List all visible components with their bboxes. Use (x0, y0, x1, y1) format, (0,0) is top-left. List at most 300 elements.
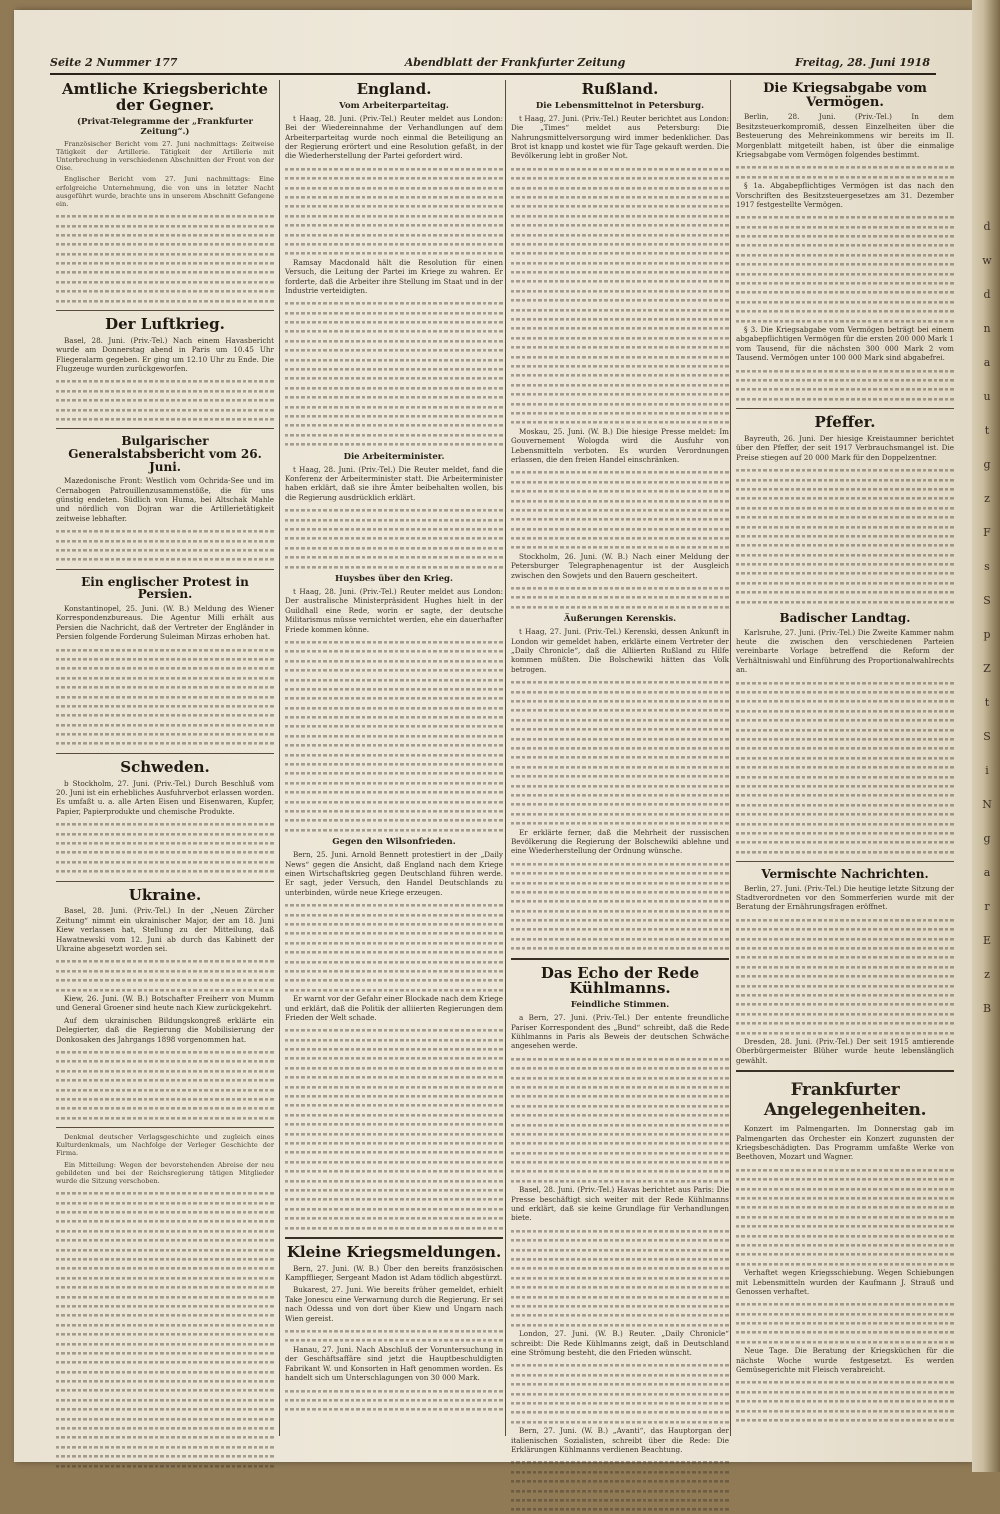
illegible-text (285, 750, 503, 759)
illegible-text (736, 1259, 954, 1268)
headline: Rußland. (581, 80, 659, 98)
illegible-text (736, 687, 954, 696)
illegible-text (511, 1082, 729, 1091)
illegible-text (285, 815, 503, 824)
illegible-text (511, 417, 729, 426)
illegible-text (511, 752, 729, 761)
illegible-text (511, 1110, 729, 1119)
article-text: Er warnt vor der Gefahr einer Blockade nach dem Kriege und erklärt, daß die Politik der alliierten Regierungen dem Frieden der Welt schade. (285, 994, 503, 1022)
illegible-text (736, 1240, 954, 1249)
illegible-text (285, 919, 503, 928)
illegible-text (56, 1367, 274, 1376)
illegible-text (736, 522, 954, 531)
illegible-text (511, 1310, 729, 1319)
illegible-text (56, 1066, 274, 1075)
illegible-text (56, 1047, 274, 1056)
illegible-text (736, 1249, 954, 1258)
illegible-text (285, 420, 503, 429)
article-text: b Stockholm, 27. Juni. (Priv.-Tel.) Durch Beschluß vom 20. Juni ist ein erhebliches Ausfuhrverbot erlassen worden. Es umfaßt u. a. alle Arten Eisen und Eisenwaren, Kupfer, Papier, Papierprodukte und chemische Produkte. (56, 778, 274, 816)
article-text: t Haag, 28. Juni. (Priv.-Tel.) Die Reuter meldet, fand die Konferenz der Arbeiterminister statt. Die Arbeiterminister haben erklärt, daß sie ihre Ämter beibehalten wollen, bis die Regierung ausdrücklich erklärt. (285, 464, 503, 502)
illegible-text (736, 540, 954, 549)
article-text: t Haag, 28. Juni. (Priv.-Tel.) Reuter meldet aus London: Der australische Ministerpräsident Hughes hielt in der Guildhall eine Rede, worin er sagte, der deutsche Militarismus müsse vernichtet werden, ehe ein dauerhafter Friede kommen könne. (285, 586, 503, 634)
illegible-text (285, 201, 503, 210)
illegible-text (511, 1148, 729, 1157)
illegible-text (285, 505, 503, 514)
illegible-text (56, 545, 274, 554)
issue-date: Freitag, 28. Juni 1918 (795, 56, 930, 69)
illegible-text (56, 554, 274, 563)
column-1 (56, 76, 274, 1438)
illegible-text (736, 384, 954, 393)
headline: Vermischte Nachrichten. (761, 867, 929, 882)
illegible-text (736, 465, 954, 474)
illegible-text (285, 1138, 503, 1147)
illegible-text (285, 1063, 503, 1072)
illegible-text (511, 305, 729, 314)
illegible-text (511, 1389, 729, 1398)
illegible-text (736, 734, 954, 743)
illegible-text (511, 333, 729, 342)
divider (56, 428, 274, 429)
illegible-text (511, 314, 729, 323)
illegible-text (56, 1320, 274, 1329)
headline: Badischer Landtag. (779, 611, 911, 626)
page-number: Seite 2 Nummer 177 (50, 56, 178, 69)
illegible-text (511, 1360, 729, 1369)
illegible-text (511, 1407, 729, 1416)
illegible-text (285, 248, 503, 257)
illegible-text (56, 1395, 274, 1404)
illegible-text (736, 696, 954, 705)
illegible-text (56, 838, 274, 847)
illegible-text (736, 999, 954, 1008)
headline: Der Luftkrieg. (105, 315, 225, 334)
illegible-text (511, 1370, 729, 1379)
illegible-text (285, 740, 503, 749)
illegible-text (285, 825, 503, 834)
article-text: Karlsruhe, 27. Juni. (Priv.-Tel.) Die Zweite Kammer nahm heute die zwischen den verschiedenen Parteien vereinbarte Vorlage betreffend die Reform der Verhältniswahl und Einführung des Proportionalwahlrechts an. (736, 627, 954, 675)
illegible-text (736, 1415, 954, 1424)
illegible-text (285, 1072, 503, 1081)
illegible-text (736, 1231, 954, 1240)
illegible-text (56, 701, 274, 710)
illegible-text (285, 220, 503, 229)
article-text: Er erklärte ferner, daß die Mehrheit der russischen Bevölkerung die Regierung der Bolschewiki ablehne und eine Wiederherstellung der Ordnung wünsche. (511, 827, 729, 856)
subheadline: Vom Arbeiterparteitag. (339, 100, 449, 111)
illegible-text (511, 859, 729, 868)
illegible-text (511, 1379, 729, 1388)
illegible-text (56, 645, 274, 654)
illegible-text (56, 1292, 274, 1301)
article-text: Konstantinopel, 25. Juni. (W. B.) Meldung des Wiener Korrespondenzbureaus. Die Agentur Milli erhält aus Persien die Nachricht, daß der Vertreter der Engländer in Persien folgende Forderung Suleiman Mirzas erhoben hat. (56, 603, 274, 642)
illegible-text (56, 267, 274, 276)
illegible-text (511, 1495, 729, 1504)
illegible-text (285, 1223, 503, 1232)
illegible-text (511, 1157, 729, 1166)
article-text: Ramsay Macdonald hält die Resolution für einen Versuch, die Leitung der Partei im Kriege zu wahren. Er forderte, daß die Arbeiter ihre Stellung im Staat und in der Industrie verteidigten. (285, 257, 503, 295)
illegible-text (511, 915, 729, 924)
article-text: Stockholm, 26. Juni. (W. B.) Nach einer Meldung der Petersburger Telegraphenagentur ist der Ausgleich zwischen den Sowjets und den Bauern gescheitert. (511, 551, 729, 580)
illegible-text (736, 1193, 954, 1202)
illegible-text (285, 900, 503, 909)
illegible-text (511, 1166, 729, 1175)
illegible-text (736, 1299, 954, 1308)
illegible-text (56, 1075, 274, 1084)
illegible-text (511, 276, 729, 285)
illegible-text (56, 1301, 274, 1310)
article-text: Moskau, 25. Juni. (W. B.) Die hiesige Presse meldet: Im Gouvernement Wologda wird die Ausfuhr von Lebensmitteln verboten. Es wurden Verordnungen erlassen, die den freien Handel einschränken. (511, 426, 729, 464)
illegible-text (56, 1198, 274, 1207)
illegible-text (736, 1337, 954, 1346)
illegible-text (511, 781, 729, 790)
illegible-text (56, 673, 274, 682)
illegible-text (736, 503, 954, 512)
illegible-text (285, 975, 503, 984)
illegible-text (285, 1147, 503, 1156)
illegible-text (736, 847, 954, 856)
article-text: Französischer Bericht vom 27. Juni nachmittags: Zeitweise Tätigkeit der Artillerie. Tätigkeit der Artillerie mit Unterbrechung in verschiedenen Abschnitten der Front von der Oise. (56, 139, 274, 173)
illegible-text (736, 568, 954, 577)
illegible-text (511, 1263, 729, 1272)
illegible-text (56, 1216, 274, 1225)
article-text: t Haag, 27. Juni. (Priv.-Tel.) Kerenski, dessen Ankunft in London wir gemeldet haben, erklärte einem Vertreter der „Daily Chronicle“, daß die Alliierten Rußland zu Hilfe kommen müßten. Die Bolschewiki hätten das Volk betrogen. (511, 627, 729, 674)
article-text: Mazedonische Front: Westlich vom Ochrida-See und im Cernabogen Patrouillenzusammenstöße, die für uns günstig endeten. Südlich von Huma, bei Altschak Mahle und nördlich von Dojran war die Artillerietätigkeit zeitweise lebhafter. (56, 476, 274, 523)
illegible-text (511, 399, 729, 408)
illegible-text (56, 1414, 274, 1423)
illegible-text (736, 1221, 954, 1230)
illegible-text (736, 531, 954, 540)
illegible-text (736, 550, 954, 559)
article-text: Kiew, 26. Juni. (W. B.) Botschafter Freiherr von Mumm und General Groener sind heute nach Kiew zurückgekehrt. (56, 993, 274, 1013)
illegible-text (736, 725, 954, 734)
illegible-text (736, 1309, 954, 1318)
illegible-text (736, 800, 954, 809)
illegible-text (285, 392, 503, 401)
column-rule (505, 80, 506, 1436)
divider (736, 861, 954, 862)
illegible-text (511, 1091, 729, 1100)
column-2 (285, 76, 503, 1438)
article-text: Bern, 27. Juni. (W. B.) „Avanti“, das Hauptorgan der italienischen Sozialisten, schreibt über die Rede: Die Erklärungen Kühlmanns verdienen Beachtung. (511, 1426, 729, 1454)
illegible-text (511, 1073, 729, 1082)
illegible-text (511, 408, 729, 417)
illegible-text (511, 380, 729, 389)
illegible-text (736, 559, 954, 568)
illegible-text (56, 857, 274, 866)
illegible-text (56, 1348, 274, 1357)
illegible-text (511, 1417, 729, 1426)
subheadline: Die Arbeiterminister. (343, 451, 445, 462)
illegible-text (511, 220, 729, 229)
illegible-text (285, 1326, 503, 1335)
illegible-text (285, 693, 503, 702)
illegible-text (56, 1282, 274, 1291)
illegible-text (56, 258, 274, 267)
illegible-text (56, 536, 274, 545)
headline: Frankfurter Angelegenheiten. (763, 1080, 927, 1121)
illegible-text (56, 386, 274, 395)
illegible-text (736, 278, 954, 287)
illegible-text (285, 1157, 503, 1166)
illegible-text (511, 1301, 729, 1310)
divider (56, 569, 274, 570)
illegible-text (285, 1204, 503, 1213)
illegible-text (56, 211, 274, 220)
illegible-text (511, 771, 729, 780)
illegible-text (511, 677, 729, 686)
headline: Das Echo der Rede Kühlmanns. (540, 963, 700, 998)
illegible-text (511, 878, 729, 887)
illegible-text (285, 768, 503, 777)
illegible-text (511, 696, 729, 705)
illegible-text (736, 915, 954, 924)
illegible-text (736, 394, 954, 403)
divider (736, 1070, 954, 1072)
illegible-text (736, 316, 954, 325)
illegible-text (56, 1310, 274, 1319)
illegible-text (736, 1165, 954, 1174)
illegible-text (511, 1120, 729, 1129)
headline: Pfeffer. (814, 413, 876, 432)
illegible-text (56, 1113, 274, 1122)
article-text: § 3. Die Kriegsabgabe vom Vermögen beträgt bei einem abgabepflichtigen Vermögen für die ersten 200 000 Mark 1 vom Tausend, für die nächsten 300 000 Mark 2 vom Tausend. Vermögen unter 100 000 Mark sind abgabefrei. (736, 325, 954, 363)
column-4 (736, 76, 954, 1438)
illegible-text (285, 928, 503, 937)
illegible-text (736, 990, 954, 999)
illegible-text (736, 250, 954, 259)
article-text: Dresden, 28. Juni. (Priv.-Tel.) Der seit 1915 amtierende Oberbürgermeister Blüher wurde heute lebenslänglich gewählt. (736, 1036, 954, 1065)
article-text: Bayreuth, 26. Juni. Der hiesige Kreistaumner berichtet über den Pfeffer, der seit 1917 Verbrauchsmangel ist. Die Preise stiegen auf 20 000 Mark für den Doppelzentner. (736, 433, 954, 462)
subheadline: Huysbes über den Krieg. (335, 573, 453, 584)
illegible-text (56, 395, 274, 404)
illegible-text (56, 1085, 274, 1094)
illegible-text (511, 762, 729, 771)
illegible-text (736, 1387, 954, 1396)
subheadline: (Privat-Telegramme der „Frankfurter Zeitung“.) (76, 116, 254, 137)
illegible-text (736, 1406, 954, 1415)
illegible-text (511, 705, 729, 714)
illegible-text (511, 1235, 729, 1244)
article-text: Hanau, 27. Juni. Nach Abschluß der Voruntersuchung in der Geschäftsaffäre sind jetzt die Hauptbeschuldigten Fabrikant W. und Konsorten in Haft genommen worden. Es handelt sich um Unterschlagungen von 30 000 Mark. (285, 1344, 503, 1383)
illegible-text (511, 583, 729, 592)
illegible-text (736, 809, 954, 818)
illegible-text (511, 1101, 729, 1110)
illegible-text (285, 703, 503, 712)
illegible-text (285, 308, 503, 317)
illegible-text (736, 587, 954, 596)
page-header (50, 56, 930, 70)
column-3 (511, 76, 729, 1454)
illegible-text (736, 240, 954, 249)
headline: Ein englischer Protest in Persien. (81, 574, 249, 602)
illegible-text (736, 772, 954, 781)
column-rule (730, 80, 731, 1436)
illegible-text (56, 1235, 274, 1244)
illegible-text (56, 1339, 274, 1348)
illegible-text (736, 962, 954, 971)
illegible-text (285, 684, 503, 693)
illegible-text (285, 515, 503, 524)
illegible-text (736, 493, 954, 502)
illegible-text (285, 439, 503, 448)
article-text: Bukarest, 27. Juni. Wie bereits früher gemeldet, erhielt Take Jonescu eine Verwarnung durch die Regierung. Er sei nach Odessa und von dort über Kiew und Ungarn nach Wien gereist. (285, 1285, 503, 1323)
illegible-text (56, 277, 274, 286)
illegible-text (511, 809, 729, 818)
illegible-text (511, 943, 729, 952)
illegible-text (511, 1245, 729, 1254)
illegible-text (511, 1292, 729, 1301)
illegible-text (511, 934, 729, 943)
illegible-text (511, 1063, 729, 1072)
article-text: t Haag, 27. Juni. (Priv.-Tel.) Reuter berichtet aus London: Die „Times“ meldet aus Petersburg: Die Nahrungsmittelversorgung wird immer bedenklicher. Das Brot ist knapp und kostet wie für Tage gekauft werden. Die Bevölkerung lebt in großer Not. (511, 113, 729, 161)
illegible-text (511, 1282, 729, 1291)
illegible-text (736, 1184, 954, 1193)
illegible-text (285, 164, 503, 173)
illegible-text (285, 637, 503, 646)
illegible-text (736, 1396, 954, 1405)
illegible-text (736, 1202, 954, 1211)
illegible-text (285, 1335, 503, 1344)
article-text: Bern, 25. Juni. Arnold Bennett protestiert in der „Daily News“ gegen die Ansicht, daß England nach dem Kriege einen Wirtschaftskrieg gegen Deutschland führen werde. Er sagt, jeder Versuch, den Handel Deutschlands zu unterbinden, würde neue Kriege erzeugen. (285, 850, 503, 897)
illegible-text (511, 592, 729, 601)
illegible-text (736, 819, 954, 828)
illegible-text (56, 296, 274, 305)
article-text: Berlin, 28. Juni. (Priv.-Tel.) In dem Besitzsteuerkompromiß, dessen Einzelheiten über die Besteuerung des Mehreinkommens wir bereits im II. Morgenblatt mitgeteilt haben, ist über die einmalige Kriegsabgabe vom Vermögen folgendes bestimmt. (736, 112, 954, 159)
illegible-text (511, 1054, 729, 1063)
illegible-text (736, 1327, 954, 1336)
illegible-text (511, 1457, 729, 1466)
illegible-text (511, 211, 729, 220)
illegible-text (511, 389, 729, 398)
illegible-text (736, 375, 954, 384)
illegible-text (511, 799, 729, 808)
illegible-text (56, 1103, 274, 1112)
illegible-text (736, 971, 954, 980)
illegible-text (285, 646, 503, 655)
illegible-text (285, 675, 503, 684)
subheadline: Feindliche Stimmen. (570, 1000, 670, 1011)
illegible-text (511, 370, 729, 379)
illegible-text (736, 1009, 954, 1018)
illegible-text (56, 1357, 274, 1366)
illegible-text (511, 248, 729, 257)
illegible-text (511, 258, 729, 267)
illegible-text (736, 1377, 954, 1386)
illegible-text (56, 286, 274, 295)
subheadline: Die Lebensmittelnot in Petersburg. (535, 100, 705, 111)
illegible-text (511, 505, 729, 514)
illegible-text (285, 524, 503, 533)
illegible-text (736, 597, 954, 606)
illegible-text (736, 943, 954, 952)
illegible-text (736, 762, 954, 771)
headline: Schweden. (120, 757, 210, 776)
illegible-text (56, 1404, 274, 1413)
illegible-text (56, 376, 274, 385)
illegible-text (56, 1423, 274, 1432)
illegible-text (736, 162, 954, 171)
illegible-text (285, 656, 503, 665)
illegible-text (285, 1082, 503, 1091)
divider (56, 881, 274, 882)
illegible-text (285, 1404, 503, 1413)
illegible-text (511, 542, 729, 551)
illegible-text (736, 172, 954, 181)
illegible-text (56, 1273, 274, 1282)
illegible-text (736, 706, 954, 715)
article-text: Denkmal deutscher Verlagsgeschichte und zugleich eines Kulturdenkmals, um Nachfolge der Verleger Geschichte der Firma. (56, 1133, 274, 1158)
illegible-text (56, 1263, 274, 1272)
headline: Kleine Kriegsmeldungen. (286, 1242, 502, 1261)
illegible-text (285, 731, 503, 740)
illegible-text (56, 526, 274, 535)
illegible-text (511, 602, 729, 611)
illegible-text (736, 231, 954, 240)
illegible-text (285, 411, 503, 420)
illegible-text (56, 405, 274, 414)
illegible-text (285, 797, 503, 806)
illegible-text (736, 837, 954, 846)
illegible-text (56, 221, 274, 230)
illegible-text (285, 298, 503, 307)
illegible-text (285, 336, 503, 345)
illegible-text (736, 212, 954, 221)
illegible-text (56, 975, 274, 984)
illegible-text (285, 1395, 503, 1404)
illegible-text (56, 1245, 274, 1254)
illegible-text (56, 1329, 274, 1338)
illegible-text (511, 1273, 729, 1282)
article-text: Basel, 28. Juni. (Priv.-Tel.) Havas berichtet aus Paris: Die Presse beschäftigt sich weiter mit der Rede Kühlmanns und erklärt, daß sie keine Grundlage für Verhandlungen biete. (511, 1185, 729, 1223)
illegible-text (511, 533, 729, 542)
illegible-text (285, 1185, 503, 1194)
illegible-text (511, 1320, 729, 1329)
illegible-text (736, 512, 954, 521)
illegible-text (511, 1504, 729, 1513)
illegible-text (285, 326, 503, 335)
illegible-text (285, 1213, 503, 1222)
headline: Die Kriegsabgabe vom Vermögen. (763, 81, 927, 110)
illegible-text (736, 269, 954, 278)
next-page-edge-letters: d w d n a u t g z F s S p Z t S i N g a r E z B (982, 220, 992, 1015)
illegible-text (736, 1028, 954, 1037)
headline: England. (356, 80, 432, 98)
illegible-text (511, 1176, 729, 1185)
illegible-text (736, 297, 954, 306)
newspaper-title: Abendblatt der Frankfurter Zeitung (404, 56, 626, 69)
illegible-text (285, 966, 503, 975)
illegible-text (56, 1461, 274, 1470)
illegible-text (285, 1044, 503, 1053)
illegible-text (511, 1398, 729, 1407)
illegible-text (736, 1174, 954, 1183)
illegible-text (56, 729, 274, 738)
illegible-text (511, 1254, 729, 1263)
illegible-text (736, 222, 954, 231)
column-rule (279, 80, 280, 1436)
illegible-text (285, 364, 503, 373)
illegible-text (511, 230, 729, 239)
illegible-text (285, 985, 503, 994)
illegible-text (511, 924, 729, 933)
illegible-text (56, 1094, 274, 1103)
headline: Bulgarischer Generalstabsbericht vom 26. Juni. (68, 434, 262, 474)
illegible-text (736, 1018, 954, 1027)
illegible-text (285, 430, 503, 439)
illegible-text (56, 682, 274, 691)
illegible-text (511, 818, 729, 827)
article-text: Basel, 28. Juni. (Priv.-Tel.) In der „Neuen Zürcher Zeitung“ nimmt ein ukrainischer Major, der am 18. Juni Kiew verlassen hat, Stellung zu der Mitteilung, daß Hawatnewski vom 12. Juni ab durch das Kabinett der Ukraine abgesetzt worden sei. (56, 906, 274, 953)
